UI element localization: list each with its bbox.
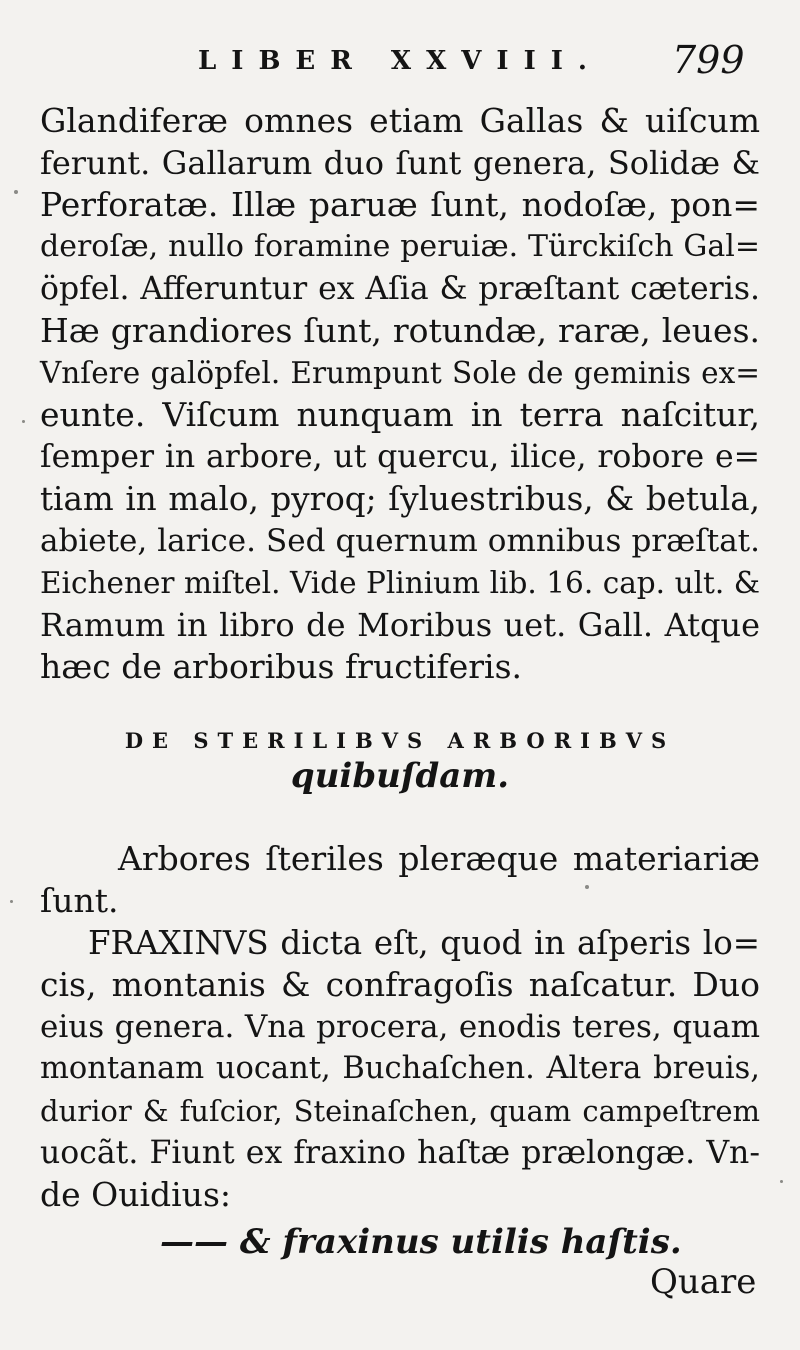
text-line: ſemper in arbore, ut quercu, ilice, robore e= <box>40 439 760 475</box>
text-line: Vnſere galöpfel. Erumpunt Sole de geminis ex= <box>40 356 760 390</box>
scan-speck <box>780 1180 783 1183</box>
text-line: eunte. Viſcum nunquam in terra naſcitur, <box>40 395 760 434</box>
text-line: uocãt. Fiunt ex fraxino haſtæ prælongæ. Vn- <box>40 1135 760 1171</box>
text-line: FRAXINVS dicta eſt, quod in aſperis lo= <box>88 924 760 962</box>
verse-quote: —— & fraxinus utilis haſtis. <box>160 1222 682 1262</box>
running-title: LIBER XXVIII. <box>198 46 602 76</box>
text-line: Arbores ſteriles pleræque materiariæ <box>118 839 760 878</box>
section-heading: DE STERILIBVS ARBORIBVS <box>124 728 676 753</box>
text-line: tiam in malo, pyroq; ſyluestribus, & betula, <box>40 480 760 518</box>
text-line: öpfel. Afferuntur ex Aſia & præſtant cæteris. <box>40 271 760 307</box>
scan-speck <box>22 420 25 423</box>
text-line: abiete, larice. Sed quernum omnibus præſtat. <box>40 523 760 559</box>
scan-speck <box>10 900 13 903</box>
text-line: cis, montanis & confragoſis naſcatur. Duo <box>40 965 760 1004</box>
text-line: deroſæ, nullo foramine peruiæ. Türckiſch Gal= <box>40 229 760 264</box>
text-line: Perforatæ. Illæ paruæ ſunt, nodoſæ, pon= <box>40 185 760 224</box>
running-head <box>0 38 800 98</box>
text-line: Ramum in libro de Moribus uet. Gall. Atque <box>40 606 760 644</box>
text-line: eius genera. Vna procera, enodis teres, quam <box>40 1009 760 1045</box>
text-line: montanam uocant, Buchaſchen. Altera breuis, <box>40 1051 760 1086</box>
scan-speck <box>585 885 589 889</box>
text-line: ferunt. Gallarum duo ſunt genera, Solidæ & <box>40 144 760 182</box>
text-line: Eichener miſtel. Vide Plinium lib. 16. cap. ult. & <box>40 566 760 600</box>
text-line: durior & fuſcior, Steinaſchen, quam campeſtrem <box>40 1094 760 1128</box>
text-line: ſunt. <box>40 881 119 920</box>
page-number: 799 <box>672 38 745 82</box>
scan-speck <box>14 190 18 194</box>
text-line: Hæ grandiores ſunt, rotundæ, raræ, leues. <box>40 311 760 350</box>
text-line: Glandiferæ omnes etiam Gallas & uiſcum <box>40 101 760 140</box>
text-line: de Ouidius: <box>40 1175 231 1214</box>
section-subheading: quibuſdam. <box>290 756 510 796</box>
catchword: Quare <box>650 1262 757 1302</box>
text-line: hæc de arboribus fructiferis. <box>40 647 522 686</box>
